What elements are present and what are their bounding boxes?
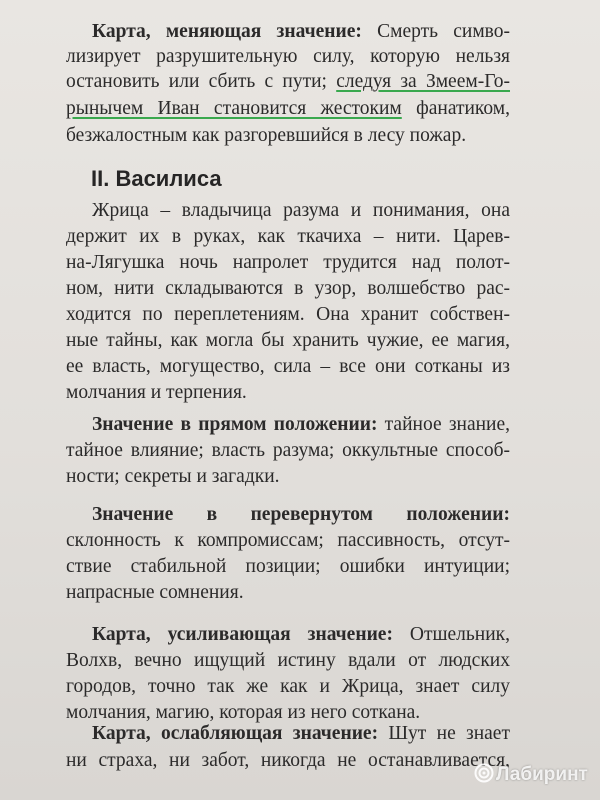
meaning-change-line-4: рынычем Иван становится жестоким фанатиком,: [66, 98, 510, 119]
reversed-line-3: ствие стабильной позиции; ошибки интуиции;: [66, 556, 510, 577]
weaken-line-2: ни страха, ни забот, никогда не останавливается,: [66, 750, 510, 771]
vasilisa-line: молчания и терпения.: [66, 382, 247, 403]
upright-line-3: ности; секреты и загадки.: [66, 466, 280, 487]
strengthen-line-1: Карта, усиливающая значение: Отшельник,: [92, 624, 510, 645]
vasilisa-line: ном, нити складываются в узор, волшебство рас-: [66, 278, 510, 299]
underlined-text: следуя за Змеем-Го-: [336, 71, 510, 92]
reversed-line-1: Значение в перевернутом положении:: [92, 504, 510, 525]
labyrinth-watermark: Лабиринт: [474, 760, 600, 790]
paragraph-meaning-change: [66, 19, 510, 148]
vasilisa-line: ные тайны, как могла бы хранить чужие, ее магия,: [66, 330, 510, 351]
section-heading: II. Василиса: [91, 166, 222, 191]
meaning-change-line-2: лизирует разрушительную силу, которую нельзя: [66, 46, 510, 67]
meaning-change-line-1: Карта, меняющая значение: Смерть симво-: [92, 21, 510, 42]
vasilisa-line: ее власть, могущество, сила – все они сотканы из: [66, 356, 510, 377]
vasilisa-line: Жрица – владычица разума и понимания, она: [92, 200, 510, 221]
strengthen-line-2: Волхв, вечно ищущий истину вдали от людских: [66, 650, 510, 671]
meaning-change-line-3: остановить или сбить с пути; следуя за Змеем-Го-: [66, 71, 510, 92]
reversed-line-4: напрасные сомнения.: [66, 582, 244, 603]
reversed-line-2: склонность к компромиссам; пассивность, отсут-: [66, 530, 510, 551]
paragraph-strengthen: [66, 622, 510, 726]
meaning-change-line-5: безжалостным как разгоревшийся в лесу пожар.: [66, 125, 467, 146]
vasilisa-line: на-Лягушка ночь напролет трудится над полот-: [66, 252, 510, 273]
paragraph-weaken: [66, 721, 510, 775]
paragraph-upright: [66, 412, 510, 490]
vasilisa-line: держит их в руках, как ткачиха – нити. Царев-: [66, 226, 510, 247]
strengthen-line-4: молчания, магию, которая из него соткана.: [66, 702, 421, 723]
paragraph-vasilisa: [66, 198, 510, 406]
strengthen-line-3: городов, точно так же как и Жрица, знает силу: [66, 676, 510, 697]
upright-line-2: тайное влияние; власть разума; оккультные способ-: [66, 440, 510, 461]
labyrinth-logo-icon: [474, 763, 494, 783]
underlined-text: рынычем Иван становится жестоким: [66, 98, 402, 119]
strengthen-label: Карта, усиливающая значение:: [92, 624, 393, 645]
upright-line-1: Значение в прямом положении: тайное знание,: [92, 414, 510, 435]
weaken-label: Карта, ослабляющая значение:: [92, 723, 379, 744]
paragraph-reversed: [66, 502, 510, 606]
vasilisa-line: ходится по переплетениям. Она хранит собствен-: [66, 304, 510, 325]
meaning-change-label: Карта, меняющая значение:: [92, 21, 362, 42]
weaken-line-1: Карта, ослабляющая значение: Шут не знает: [92, 723, 510, 744]
upright-label: Значение в прямом положении:: [92, 414, 378, 435]
